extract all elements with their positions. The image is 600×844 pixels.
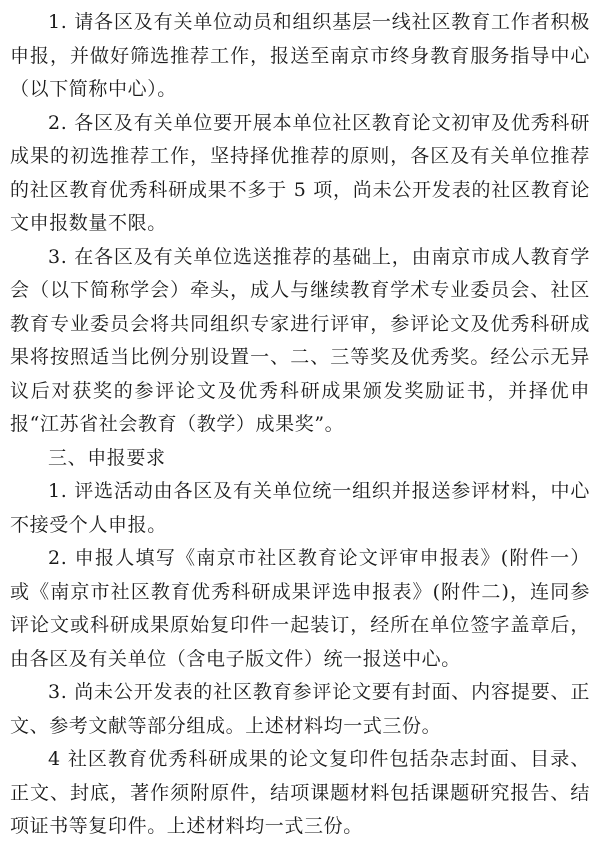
requirement-1: 1. 评选活动由各区及有关单位统一组织并报送参评材料，中心不接受个人申报。 <box>10 480 590 536</box>
section-heading: 三、申报要求 <box>48 446 166 469</box>
paragraph-2: 2. 各区及有关单位要开展本单位社区教育论文初审及优秀科研成果的初选推荐工作，坚持择优推荐的原则，各区及有关单位推荐的社区教育优秀科研成果不多于 5 项，尚未公开发表的社区教育论文申报数量不限。 <box>10 111 590 234</box>
paragraph-3: 3. 在各区及有关单位选送推荐的基础上，由南京市成人教育学会（以下简称学会）牵头，成人与继续教育学术专业委员会、社区教育专业委员会将共同组织专家进行评审，参评论文及优秀科研成果将按照适当比例分别设置一、二、三等奖及优秀奖。经公示无异议后对获奖的参评论文及优秀科研成果颁发奖励证书，并择优申报“江苏省社会教育（教学）成果奖”。 <box>10 245 590 435</box>
paragraph-1: 1. 请各区及有关单位动员和组织基层一线社区教育工作者积极申报，并做好筛选推荐工作，报送至南京市终身教育服务指导中心（以下简称中心）。 <box>10 11 590 100</box>
requirement-4: 4 社区教育优秀科研成果的论文复印件包括杂志封面、目录、正文、封底，著作须附原件，结项课题材料包括课题研究报告、结项证书等复印件。上述材料均一式三份。 <box>10 748 590 837</box>
requirement-3: 3. 尚未公开发表的社区教育参评论文要有封面、内容提要、正文、参考文献等部分组成。上述材料均一式三份。 <box>10 681 590 737</box>
requirement-2: 2. 申报人填写《南京市社区教育论文评审申报表》(附件一）或《南京市社区教育优秀科研成果评选申报表》(附件二)，连同参评论文或科研成果原始复印件一起装订，经所在单位签字盖章后，由各区及有关单位（含电子版文件）统一报送中心。 <box>10 547 590 670</box>
